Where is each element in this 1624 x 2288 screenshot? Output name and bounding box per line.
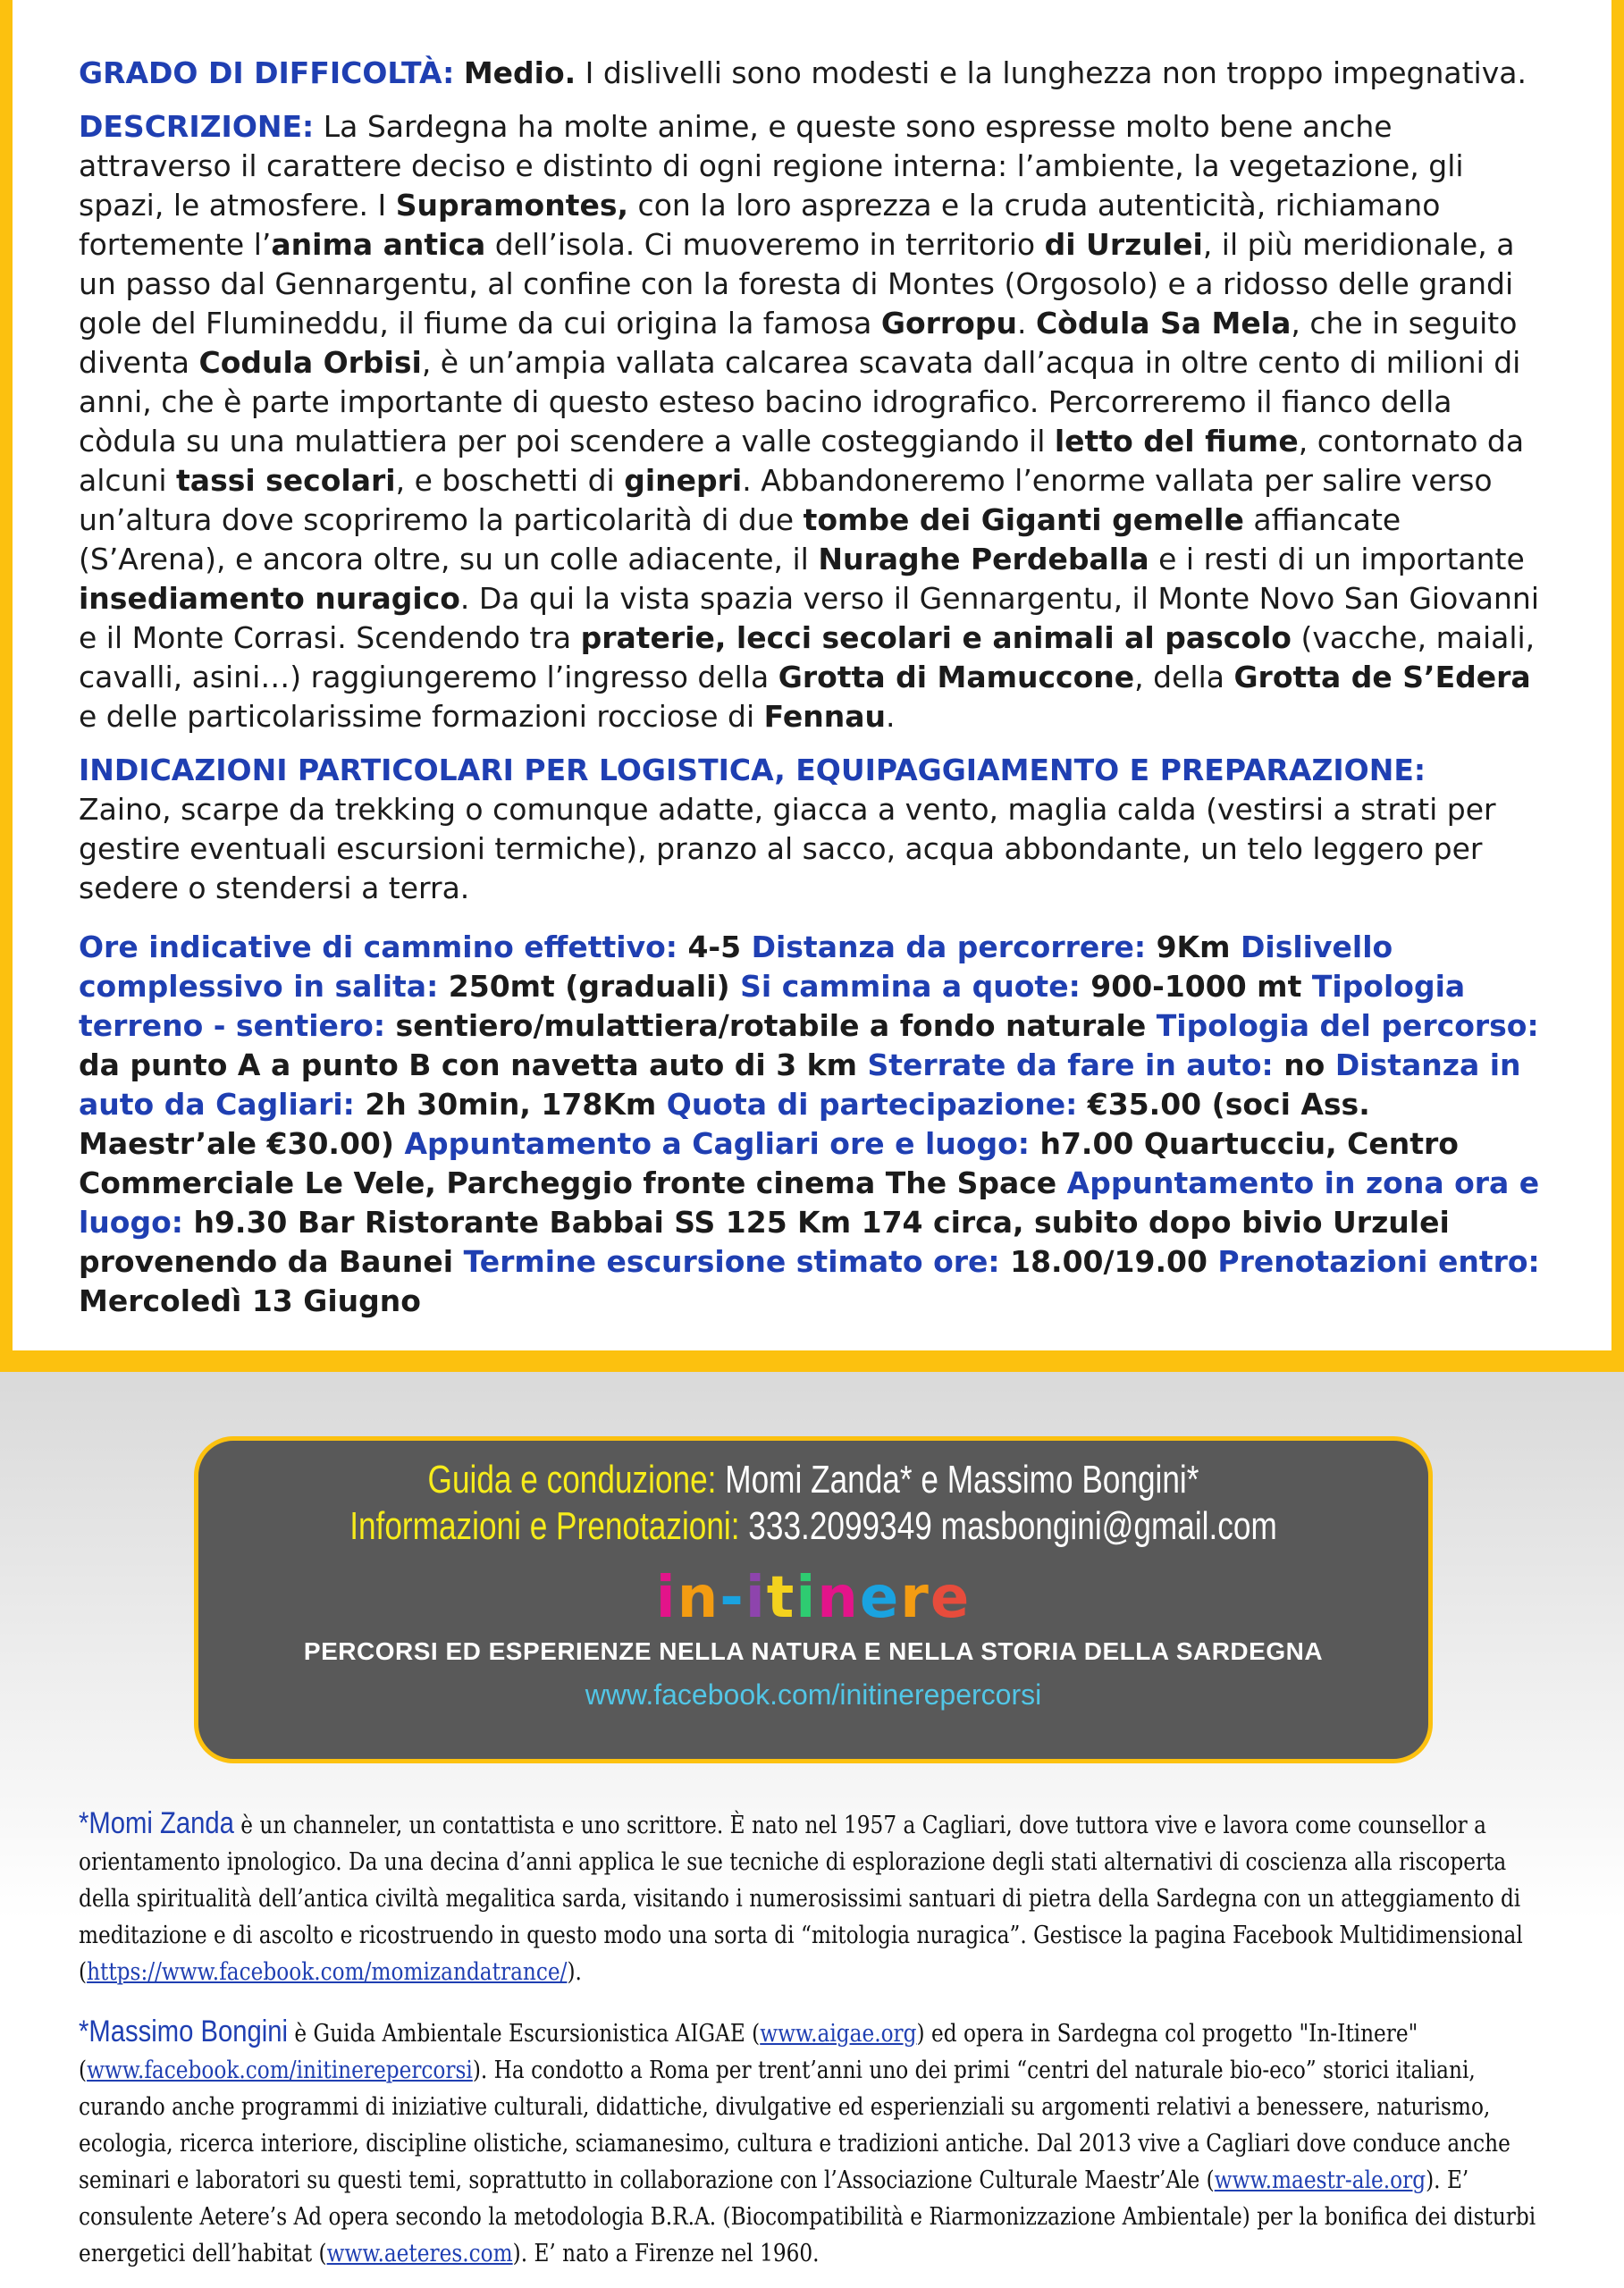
description-label: DESCRIZIONE: (79, 109, 315, 144)
detail-label: Prenotazioni entro: (1217, 1244, 1540, 1279)
description-fragment: , è un’ampia vallata calcarea scavata dall’acqua in oltre cento di milioni di anni, che è parte importante di questo esteso bacino idrografico. Percorreremo il fianco della còdula su una mulattiera per poi scendere a valle costeggiando il (79, 345, 1521, 458)
description-fragment: . (886, 699, 896, 734)
bio-massimo-bongini (79, 2014, 1554, 2272)
detail-label: Si cammina a quote: (740, 969, 1081, 1004)
bio-link[interactable]: www.maestr-ale.org (1214, 2166, 1426, 2194)
bio-link[interactable]: https://www.facebook.com/momizandatrance/ (87, 1958, 568, 1986)
highlight-text: letto del fiume (1054, 424, 1299, 458)
info-label: Informazioni e Prenotazioni: (349, 1504, 740, 1548)
logistics-paragraph (79, 751, 1553, 908)
detail-value: sentiero/mulattiera/rotabile a fondo naturale (385, 1008, 1157, 1043)
detail-value: Mercoledì 13 Giugno (79, 1283, 421, 1318)
logo-letter: i (795, 1565, 818, 1631)
guide-label: Guida e conduzione: (427, 1458, 717, 1502)
bio-name: *Massimo Bongini (79, 2015, 289, 2048)
description-text (79, 109, 1539, 734)
description-fragment: , della (1134, 660, 1234, 694)
description-fragment: , il più meridionale, a un passo dal Gennargentu, al confine con la foresta di Montes (Orgosolo) e a ridosso delle grandi gole del Flumineddu, il fiume da cui origina la famosa (79, 227, 1515, 341)
excursion-details (79, 54, 1553, 1335)
detail-label: Tipologia terreno - sentiero: (79, 969, 1466, 1043)
bio-text: è un channeler, un contattista e uno scrittore. È nato nel 1957 a Cagliari, dove tuttora vive e lavora come counsellor a orientamento ipnologico. Da una decina d’anni applica le sue tecniche di esplorazione degli stati alternativi di coscienza alla riscoperta della spiritualità dell’antica civiltà megalitica sarda, visitando i numerosissimi santuari di pietra della Sardegna con un atteggiamento di meditazione e di ascolto e ricostruendo in questo modo una sorta di “mitologia nuragica”. Gestisce la pagina Facebook Multidimensional ( (79, 1812, 1523, 1986)
bio-momi-zanda (79, 1805, 1554, 1990)
highlight-text: anima antica (271, 227, 486, 262)
difficulty-paragraph (79, 54, 1553, 93)
contact-info-box (194, 1436, 1433, 1763)
highlight-text: Còdula Sa Mela (1035, 306, 1292, 341)
highlight-text: tombe dei Giganti gemelle (803, 502, 1244, 537)
description-fragment: e i resti di un importante (1149, 542, 1525, 576)
logo-letter: - (719, 1565, 745, 1631)
logistics-text: Zaino, scarpe da trekking o comunque adatte, giacca a vento, maglia calda (vestirsi a strati per gestire eventuali escursioni termiche), pranzo al sacco, acqua abbondante, un telo leggero per sedere o stendersi a terra. (79, 792, 1496, 905)
logo-letter: r (900, 1565, 930, 1631)
logistics-label: INDICAZIONI PARTICOLARI PER LOGISTICA, EQUIPAGGIAMENTO E PREPARAZIONE: (79, 753, 1426, 787)
description-fragment: , che in seguito diventa (79, 306, 1518, 380)
highlight-text: Supramontes, (395, 188, 629, 223)
detail-label: Appuntamento a Cagliari ore e luogo: (404, 1126, 1030, 1161)
highlight-text: di Urzulei (1044, 227, 1203, 262)
bio-text: ). E’ nato a Firenze nel 1960. (512, 2240, 820, 2267)
logo-letter: n (677, 1565, 720, 1631)
bio-text: ). Ha condotto a Roma per trent’anni uno dei primi “centri del naturale bio-eco” storici italiani, curando anche programmi di iniziative culturali, didattiche, divulgative ed esperienziali su argomenti relativi a benessere, naturismo, ecologia, ricerca interiore, discipline olistiche, sciamanesimo, cultura e tradizioni antiche. Dal 2013 vive a Cagliari dove conduce anche seminari e laboratori su questi temi, soprattutto in collaborazione con l’Associazione Culturale Maestr’Ale ( (79, 2057, 1510, 2194)
detail-value: 4-5 (677, 930, 752, 964)
in-itinere-logo (198, 1566, 1428, 1630)
highlight-text: insediamento nuragico (79, 581, 460, 616)
highlight-text: Grotta de S’Edera (1233, 660, 1531, 694)
description-fragment: . Da qui la vista spazia verso il Gennargentu, il Monte Novo San Giovanni e il Monte Corrasi. Scendendo tra (79, 581, 1540, 655)
description-fragment: con la loro asprezza e la cruda autenticità, richiamano fortemente l’ (79, 188, 1441, 262)
bio-text: ). E’ consulente Aetere’s Ad opera secondo la metodologia B.R.A. (Biocompatibilità e Riarmonizzazione Ambientale) per la bonifica dei disturbi energetici dell’habitat ( (79, 2166, 1536, 2267)
detail-label: Appuntamento in zona ora e luogo: (79, 1165, 1540, 1240)
detail-value: da punto A a punto B con navetta auto di 3 km (79, 1047, 868, 1082)
difficulty-level: Medio. (463, 55, 576, 90)
highlight-text: tassi secolari (176, 463, 396, 498)
highlight-text: Codula Orbisi (198, 345, 422, 380)
description-fragment: , e boschetti di (395, 463, 625, 498)
info-value: 333.2099349 masbongini@gmail.com (739, 1504, 1277, 1548)
description-fragment: . Abbandoneremo l’enorme vallata per salire verso un’altura dove scopriremo la particolarità di due (79, 463, 1493, 537)
detail-label: Tipologia del percorso: (1156, 1008, 1539, 1043)
highlight-text: praterie, lecci secolari e animali al pascolo (580, 620, 1292, 655)
description-fragment: dell’isola. Ci muoveremo in territorio (485, 227, 1045, 262)
bio-text: ). (567, 1958, 582, 1986)
logo-letter: n (817, 1565, 860, 1631)
logo-letter: i (655, 1565, 677, 1631)
detail-value: no (1273, 1047, 1335, 1082)
detail-label: Quota di partecipazione: (666, 1087, 1078, 1122)
bio-name: *Momi Zanda (79, 1806, 234, 1840)
detail-label: Dislivello complessivo in salita: (79, 930, 1393, 1004)
highlight-text: Fennau (763, 699, 886, 734)
description-paragraph (79, 107, 1553, 736)
detail-value: 9Km (1146, 930, 1241, 964)
difficulty-text: I dislivelli sono modesti e la lunghezza non troppo impegnativa. (576, 55, 1527, 90)
contact-line (322, 1503, 1306, 1550)
detail-label: Termine escursione stimato ore: (463, 1244, 1000, 1279)
logo-letter: e (859, 1565, 901, 1631)
description-fragment: . (1016, 306, 1036, 341)
detail-label: Ore indicative di cammino effettivo: (79, 930, 677, 964)
bio-text: è Guida Ambientale Escursionistica AIGAE ( (288, 2020, 761, 2048)
detail-label: Distanza da percorrere: (751, 930, 1147, 964)
guide-line (322, 1457, 1306, 1503)
description-fragment: , contornato da alcuni (79, 424, 1525, 498)
bio-link[interactable]: www.facebook.com/initinerepercorsi (87, 2057, 473, 2084)
highlight-text: Gorropu (880, 306, 1017, 341)
detail-value: €35.00 (soci Ass. Maestr’ale €30.00) (79, 1087, 1370, 1161)
logo-letter: t (766, 1565, 796, 1631)
facebook-link[interactable]: www.facebook.com/initinerepercorsi (585, 1678, 1042, 1711)
difficulty-label: GRADO DI DIFFICOLTÀ: (79, 55, 455, 90)
bio-link[interactable]: www.aeteres.com (326, 2240, 513, 2267)
detail-value: 2h 30min, 178Km (354, 1087, 667, 1122)
detail-value: h9.30 Bar Ristorante Babbai SS 125 Km 174 circa, subito dopo bivio Urzulei provenendo da Baunei (79, 1205, 1450, 1279)
logo-letter: i (745, 1565, 767, 1631)
detail-label: Sterrate da fare in auto: (867, 1047, 1274, 1082)
logo-letter: e (930, 1565, 972, 1631)
highlight-text: Nuraghe Perdeballa (818, 542, 1149, 576)
description-fragment: e delle particolarissime formazioni rocciose di (79, 699, 764, 734)
guide-value: Momi Zanda* e Massimo Bongini* (716, 1458, 1199, 1502)
highlight-text: Grotta di Mamuccone (778, 660, 1135, 694)
detail-value: 18.00/19.00 (999, 1244, 1218, 1279)
detail-value: h7.00 Quartucciu, Centro Commerciale Le Vele, Parcheggio fronte cinema The Space (79, 1126, 1459, 1200)
bio-link[interactable]: www.aigae.org (760, 2020, 917, 2048)
logo-tagline: PERCORSI ED ESPERIENZE NELLA NATURA E NELLA STORIA DELLA SARDEGNA (303, 1637, 1324, 1665)
description-fragment: (vacche, maiali, cavalli, asini…) raggiungeremo l’ingresso della (79, 620, 1536, 694)
detail-label: Distanza in auto da Cagliari: (79, 1047, 1521, 1122)
trip-details (79, 928, 1553, 1321)
description-fragment: La Sardegna ha molte anime, e queste sono espresse molto bene anche attraverso il carattere deciso e distinto di ogni regione interna: l’ambiente, la vegetazione, gli spazi, le atmosfere. I (79, 109, 1464, 223)
description-fragment: affiancate (S’Arena), e ancora oltre, su un colle adiacente, il (79, 502, 1401, 576)
detail-value: 900-1000 mt (1080, 969, 1312, 1004)
bio-text: ) ed opera in Sardegna col progetto "In-Itinere" ( (79, 2020, 1418, 2084)
highlight-text: ginepri (624, 463, 743, 498)
detail-value: 250mt (graduali) (438, 969, 741, 1004)
